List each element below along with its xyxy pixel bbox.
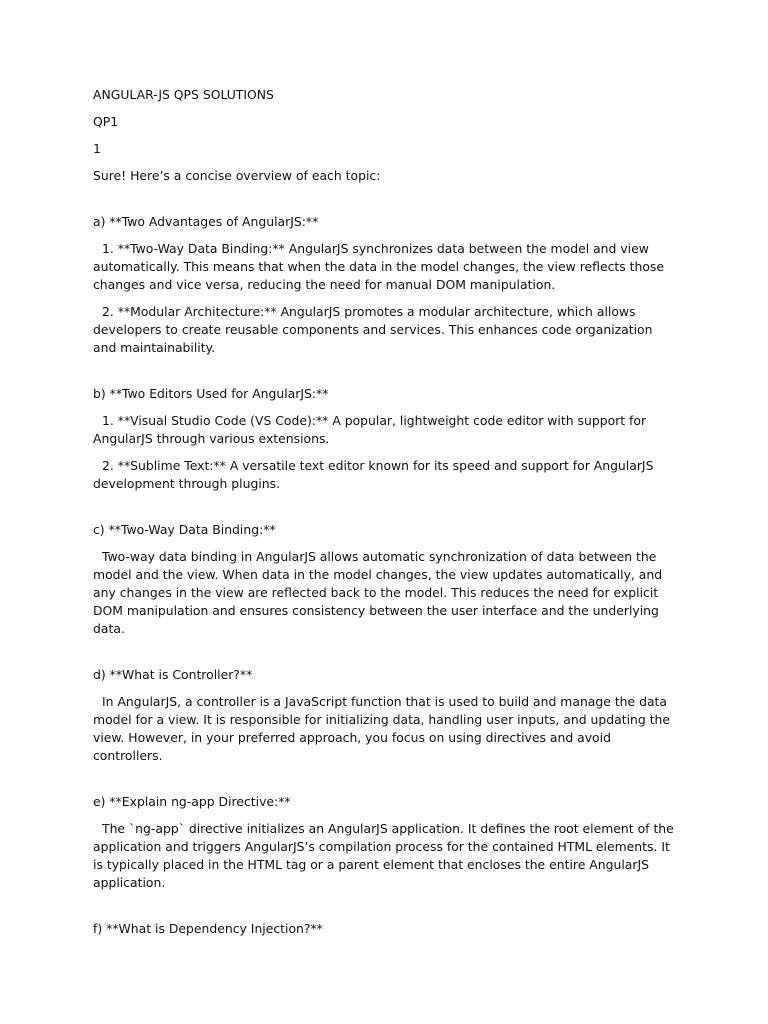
- question-paper-label: QP1: [93, 114, 119, 129]
- section-c-heading: c) **Two-Way Data Binding:**: [93, 522, 276, 537]
- section-d-heading: d) **What is Controller?**: [93, 667, 253, 682]
- section-c-body: Two-way data binding in AngularJS allows automatic synchronization of data between the model and the view. When data in the model changes, the view updates automatically, and any changes in the view are reflected back to the model. This reduces the need for explicit DOM manipulation and ensures consistency between the user interface and the underlying data.: [93, 549, 663, 636]
- section-e-body: The `ng-app` directive initializes an AngularJS application. It defines the root element of the application and triggers AngularJS’s compilation process for the contained HTML elements. It is typically placed in the HTML tag or a parent element that encloses the entire AngularJS application.: [93, 821, 674, 890]
- section-a-item-1: 1. **Two-Way Data Binding:** AngularJS synchronizes data between the model and view automatically. This means that when the data in the model changes, the view reflects those changes and vice versa, reducing the need for manual DOM manipulation.: [93, 241, 665, 292]
- section-a-heading: a) **Two Advantages of AngularJS:**: [93, 214, 319, 229]
- section-d-body: In AngularJS, a controller is a JavaScript function that is used to build and manage the data model for a view. It is responsible for initializing data, handling user inputs, and updating the view. However, in your preferred approach, you focus on using directives and avoid controllers.: [93, 694, 671, 763]
- section-gap: [93, 502, 678, 521]
- section-gap: [93, 774, 678, 793]
- section-b-item-1: 1. **Visual Studio Code (VS Code):** A popular, lightweight code editor with support for AngularJS through various extensions.: [93, 413, 647, 446]
- document-body: [93, 86, 678, 947]
- question-number: 1: [93, 141, 101, 156]
- section-b-heading: b) **Two Editors Used for AngularJS:**: [93, 386, 329, 401]
- section-a-item-2: 2. **Modular Architecture:** AngularJS promotes a modular architecture, which allows developers to create reusable components and services. This enhances code organization and maintainability.: [93, 304, 653, 355]
- section-gap: [93, 194, 678, 213]
- section-b-item-2: 2. **Sublime Text:** A versatile text editor known for its speed and support for AngularJS development through plugins.: [93, 458, 654, 491]
- intro-text: Sure! Here’s a concise overview of each topic:: [93, 168, 381, 183]
- section-gap: [93, 647, 678, 666]
- section-e-heading: e) **Explain ng-app Directive:**: [93, 794, 291, 809]
- section-f-heading: f) **What is Dependency Injection?**: [93, 921, 323, 936]
- document-title: ANGULAR-JS QPS SOLUTIONS: [93, 87, 274, 102]
- section-gap: [93, 366, 678, 385]
- section-gap: [93, 901, 678, 920]
